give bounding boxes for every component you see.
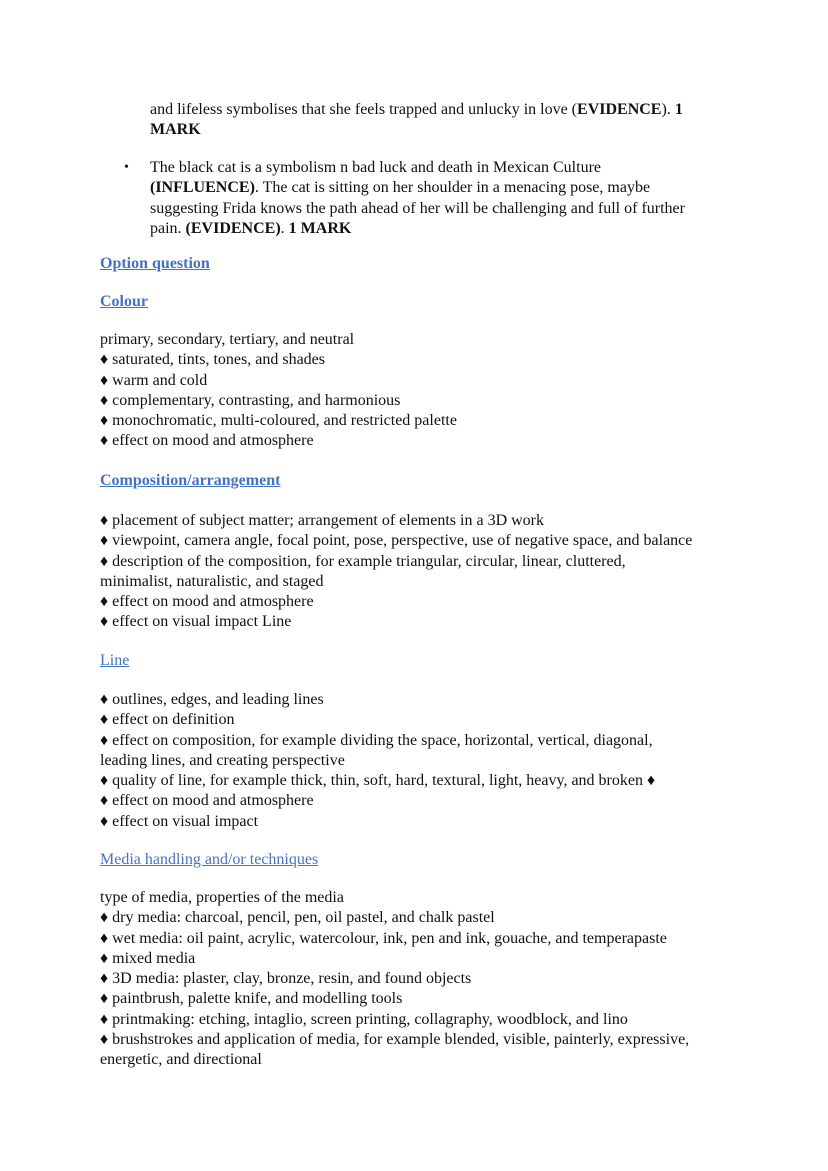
list-line: ♦ effect on visual impact xyxy=(100,812,259,830)
list-line: ♦ paintbrush, palette knife, and modelling tools xyxy=(100,990,403,1008)
list-line: ♦ printmaking: etching, intaglio, screen printing, collagraphy, woodblock, and lino xyxy=(100,1010,628,1028)
list-line: ♦ warm and cold xyxy=(100,371,208,389)
line-heading[interactable]: Line xyxy=(100,652,130,669)
bullet-marker: • xyxy=(124,160,129,175)
list-line: ♦ mixed media xyxy=(100,949,196,967)
composition-heading[interactable]: Composition/arrangement xyxy=(100,472,281,489)
continuation-paragraph xyxy=(150,100,683,141)
list-line: ♦ complementary, contrasting, and harmonious xyxy=(100,391,401,409)
list-line: ♦ effect on mood and atmosphere xyxy=(100,432,314,450)
paragraph-line: MARK xyxy=(150,121,201,139)
list-line: ♦ wet media: oil paint, acrylic, watercolour, ink, pen and ink, gouache, and temperapaste xyxy=(100,929,667,947)
colour-heading[interactable]: Colour xyxy=(100,293,148,310)
list-line: ♦ placement of subject matter; arrangement of elements in a 3D work xyxy=(100,512,544,529)
list-line: ♦ effect on visual impact Line xyxy=(100,613,292,631)
list-line: ♦ effect on mood and atmosphere xyxy=(100,593,314,611)
list-line: ♦ effect on composition, for example dividing the space, horizontal, vertical, diagonal, xyxy=(100,731,653,749)
paragraph-line: and lifeless symbolises that she feels trapped and unlucky in love (EVIDENCE). 1 xyxy=(150,101,683,118)
list-line: ♦ dry media: charcoal, pencil, pen, oil pastel, and chalk pastel xyxy=(100,909,495,927)
list-line: ♦ 3D media: plaster, clay, bronze, resin, and found objects xyxy=(100,970,472,988)
list-line: ♦ description of the composition, for example triangular, circular, linear, cluttered, xyxy=(100,552,626,570)
list-line: leading lines, and creating perspective xyxy=(100,751,345,769)
list-line: energetic, and directional xyxy=(100,1051,262,1069)
bullet-line: The black cat is a symbolism n bad luck and death in Mexican Culture xyxy=(150,159,601,176)
list-line: ♦ viewpoint, camera angle, focal point, pose, perspective, use of negative space, and balance xyxy=(100,532,693,550)
colour-list xyxy=(100,330,457,452)
composition-list xyxy=(100,511,692,633)
list-line: type of media, properties of the media xyxy=(100,889,344,906)
bullet-line: pain. (EVIDENCE). 1 MARK xyxy=(150,219,352,237)
list-line: primary, secondary, tertiary, and neutral xyxy=(100,331,355,348)
media-list xyxy=(100,888,689,1071)
media-heading[interactable]: Media handling and/or techniques xyxy=(100,851,319,868)
bullet-line: suggesting Frida knows the path ahead of her will be challenging and full of further xyxy=(150,199,685,217)
list-line: ♦ outlines, edges, and leading lines xyxy=(100,691,324,708)
bullet-item-cat xyxy=(150,158,685,239)
list-line: ♦ quality of line, for example thick, thin, soft, hard, textural, light, heavy, and broken ♦ xyxy=(100,772,656,790)
list-line: ♦ effect on definition xyxy=(100,711,235,729)
list-line: ♦ brushstrokes and application of media, for example blended, visible, painterly, expressive, xyxy=(100,1031,690,1049)
list-line: ♦ saturated, tints, tones, and shades xyxy=(100,351,326,369)
list-line: minimalist, naturalistic, and staged xyxy=(100,572,324,590)
bullet-line: (INFLUENCE). The cat is sitting on her shoulder in a menacing pose, maybe xyxy=(150,179,651,197)
list-line: ♦ effect on mood and atmosphere xyxy=(100,792,314,810)
line-list xyxy=(100,690,655,832)
list-line: ♦ monochromatic, multi-coloured, and restricted palette xyxy=(100,412,457,430)
option-question-heading[interactable]: Option question xyxy=(100,255,210,272)
